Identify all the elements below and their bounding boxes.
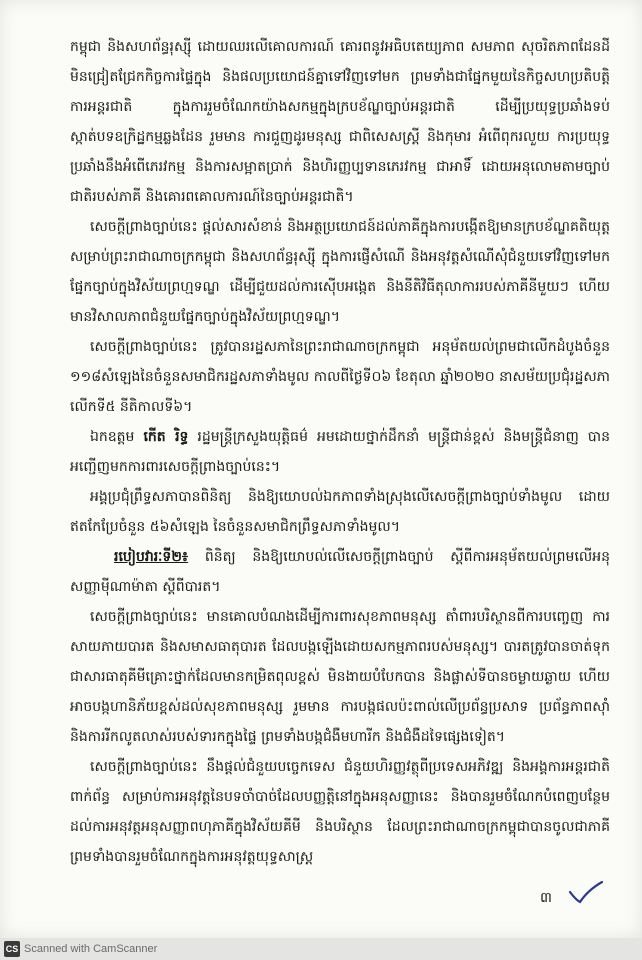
minister-prefix: ឯកឧត្តម (90, 429, 144, 445)
page-number: ៣ (540, 890, 552, 906)
paragraph-mercy-purpose: សេចក្តីព្រាងច្បាប់នេះ មានគោលបំណងដើម្បីការពារសុខភាពមនុស្ស តាំពារបរិស្ថានពីការបញ្ចេញ ការសាយភាយបារត និងសមាសធាតុបារត ដែលបង្កឡើងដោយសកម្មភាពរបស់មនុស្ស។ បារតត្រូវបានចាត់ទុកជាសារធាតុគីមីគ្រោះថ្នាក់ដែលមានកម្រិតពុលខ្ពស់ មិនងាយបំបែកបាន និងផ្លាស់ទីបានចម្ងាយឆ្ងាយ ហើយអាចបង្កហានិភ័យខ្ពស់ដល់សុខភាពមនុស្ស រួមមាន ការបង្កផលប៉ះពាល់លើប្រព័ន្ធប្រសាទ ប្រព័ន្ធភាពស៊ាំ និងការរីកលូតលាស់របស់ទារកក្នុងផ្ទៃ ព្រមទាំងបង្កជំងឺមហារីក និងជំងឺដទៃផ្សេងទៀត។ (70, 609, 610, 745)
scanner-watermark-text: Scanned with CamScanner (24, 943, 158, 955)
paragraph-assembly-approval: សេចក្តីព្រាងច្បាប់នេះ ត្រូវបានរដ្ឋសភានៃព្រះរាជាណាចក្រកម្ពុជា អនុម័តយល់ព្រមជាលើកដំបូងចំនួន ១១៨សំឡេងនៃចំនួនសមាជិករដ្ឋសភាទាំងមូល កាលពីថ្ងៃទី០៦ ខែតុលា ឆ្នាំ២០២០ នាសម័យប្រជុំរដ្ឋសភាលើកទី៥ នីតិកាលទី៦។ (70, 339, 610, 415)
section-title: ពិនិត្យ និងឱ្យយោបល់លើសេចក្តីព្រាងច្បាប់ ស្តីពីការអនុម័តយល់ព្រមលើអនុសញ្ញាម៉ីណាម៉ាតា ស្តីពីបារត។ (70, 549, 610, 595)
scanner-footer (0, 938, 642, 960)
section-heading (70, 542, 610, 602)
paragraph-minister (70, 422, 610, 482)
paragraph-technical-assistance: សេចក្តីព្រាងច្បាប់នេះ នឹងផ្តល់ជំនួយបច្ចេកទេស ជំនួយហិរញ្ញវត្ថុពីប្រទេសអភិវឌ្ឍ និងអង្គការអន្តរជាតិពាក់ព័ន្ធ សម្រាប់ការអនុវត្តនៃបទចាំបាច់ដែលបញ្ញត្តិនៅក្នុងអនុសញ្ញានេះ និងបានរួមចំណែកបំពេញបន្ថែមដល់ការអនុវត្តអនុសញ្ញាពហុភាគីក្នុងវិស័យគីមី និងបរិស្ថាន ដែលព្រះរាជាណាចក្រកម្ពុជាបានចូលជាភាគី ព្រមទាំងបានរួមចំណែកក្នុងការអនុវត្តយុទ្ធសាស្ត្រ (70, 759, 610, 865)
camscanner-logo-icon: CS (4, 941, 20, 957)
paragraph-intro: កម្ពុជា និងសហព័ន្ធរុស្ស៊ី ដោយឈរលើគោលការណ៍ គោរពនូវអធិបតេយ្យភាព សមភាព សុចរិតភាពដែនដី មិនជ្រៀតជ្រែកកិច្ចការផ្ទៃក្នុង និងផលប្រយោជន៍គ្នាទៅវិញទៅមក ព្រមទាំងជាផ្នែកមួយនៃកិច្ចសហប្រតិបត្តិការអន្តរជាតិ ក្នុងការរួមចំណែកយ៉ាងសកម្មក្នុងក្របខ័ណ្ឌច្បាប់អន្តរជាតិ ដើម្បីប្រយុទ្ធប្រឆាំងទប់ស្កាត់បទឧក្រិដ្ឋកម្មឆ្លងដែន រួមមាន ការជួញដូរមនុស្ស ជាពិសេសស្ត្រី និងកុមារ អំពើពុករលួយ ការប្រយុទ្ធប្រឆាំងនឹងអំពើភេរវកម្ម និងការសម្អាតប្រាក់ និងហិរញ្ញប្បទានភេរវកម្ម ជាអាទិ៍ ដោយអនុលោមតាមច្បាប់ជាតិរបស់ភាគី និងគោរពគោលការណ៍នៃច្បាប់អន្តរជាតិ។ (70, 39, 610, 205)
handwritten-check-icon (566, 878, 606, 906)
document-body (70, 32, 610, 872)
minister-name: កើត រិទ្ធ (143, 429, 189, 445)
paragraph-benefits: សេចក្តីព្រាងច្បាប់នេះ ផ្តល់សារសំខាន់ និងអត្ថប្រយោជន៍ដល់ភាគីក្នុងការបង្កើតឱ្យមានក្របខ័ណ្ឌគតិយុត្តសម្រាប់ព្រះរាជាណាចក្រកម្ពុជា និងសហព័ន្ធរុស្ស៊ី ក្នុងការផ្ញើសំណើ និងអនុវត្តសំណើសុំជំនួយទៅវិញទៅមកផ្នែកច្បាប់ក្នុងវិស័យព្រហ្មទណ្ឌ ដើម្បីជួយដល់ការស៊ើបអង្កេត និងនីតិវិធីតុលាការរបស់ភាគីនីមួយៗ ហើយមានវិសាលភាពជំនួយផ្នែកច្បាប់ក្នុងវិស័យព្រហ្មទណ្ឌ។ (70, 219, 610, 325)
paragraph-senate-review: អង្គប្រជុំព្រឹទ្ធសភាបានពិនិត្យ និងឱ្យយោបល់ឯកភាពទាំងស្រុងលើសេចក្តីព្រាងច្បាប់ទាំងមូល ដោយឥតកែប្រែចំនួន ៥៦សំឡេង នៃចំនួនសមាជិកព្រឹទ្ធសភាទាំងមូល។ (70, 489, 610, 535)
section-label: របៀបវារៈទី២៖ (114, 549, 189, 565)
minister-rest: រដ្ឋមន្ត្រីក្រសួងយុត្តិធម៌ អមដោយថ្នាក់ដឹកនាំ មន្ត្រីជាន់ខ្ពស់ និងមន្ត្រីជំនាញ បានអញ្ជើញមកការពារសេចក្តីព្រាងច្បាប់នេះ។ (70, 429, 611, 475)
